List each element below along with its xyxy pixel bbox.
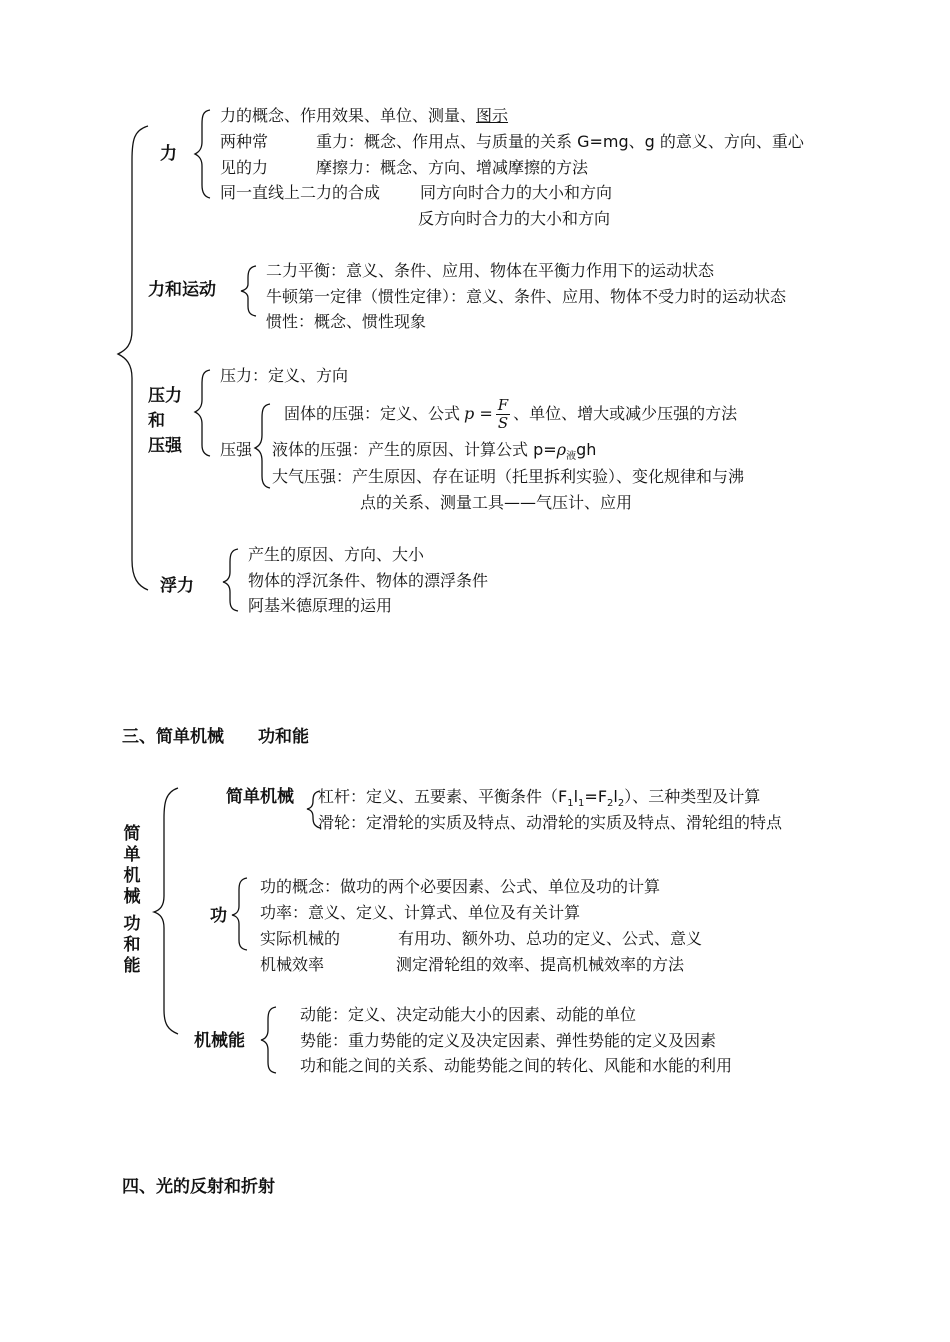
force-line-1-tail: 图示 xyxy=(476,106,509,125)
vertical-char: 简 xyxy=(123,824,141,844)
force-label: 力 xyxy=(160,144,177,164)
force-line-5: 反方向时合力的大小和方向 xyxy=(418,209,611,228)
force-line-2a: 两种常 xyxy=(220,132,269,151)
pressure-liquid-b: gh xyxy=(576,440,597,459)
work-line-3a: 实际机械的 xyxy=(260,929,341,948)
buoyancy-item-1: 产生的原因、方向、大小 xyxy=(248,545,425,564)
motion-brace xyxy=(241,266,256,316)
energy-brace xyxy=(261,1007,276,1073)
work-brace xyxy=(232,878,247,950)
pressure-item-1: 压力：定义、方向 xyxy=(220,366,349,385)
buoyancy-brace xyxy=(223,549,238,611)
vertical-char: 和 xyxy=(123,935,141,955)
lever-tail: ）、三种类型及计算 xyxy=(624,787,761,806)
pressure-solid-a: 固体的压强：定义、公式 xyxy=(284,404,461,423)
pressure-fraction xyxy=(496,397,510,432)
vertical-char: 械 xyxy=(123,887,141,907)
machine-label: 简单机械 xyxy=(226,787,294,807)
section-3-heading: 三、简单机械 功和能 xyxy=(122,727,309,747)
pressure-sub-brace xyxy=(255,404,270,488)
force-line-2b: 重力：概念、作用点、与质量的关系 G=mg、g 的意义、方向、重心 xyxy=(316,132,804,151)
force-brace xyxy=(195,110,210,198)
work-line-3b: 有用功、额外功、总功的定义、公式、意义 xyxy=(398,929,703,948)
force-line-1 xyxy=(220,106,508,126)
motion-item-3: 惯性：概念、惯性现象 xyxy=(266,312,427,331)
motion-label: 力和运动 xyxy=(148,280,216,300)
vertical-label-machine xyxy=(122,824,142,908)
lever-l: l xyxy=(613,787,618,806)
outer-brace xyxy=(118,126,148,590)
pressure-brace xyxy=(195,370,210,456)
pulley-line: 滑轮：定滑轮的实质及特点、动滑轮的实质及特点、滑轮组的特点 xyxy=(318,813,783,832)
vertical-char: 单 xyxy=(123,845,141,865)
motion-item-1: 二力平衡：意义、条件、应用、物体在平衡力作用下的运动状态 xyxy=(266,261,715,280)
force-line-1-main: 力的概念、作用效果、单位、测量、 xyxy=(220,106,477,125)
buoyancy-label: 浮力 xyxy=(160,576,194,596)
vertical-char: 功 xyxy=(123,914,141,934)
force-line-4a: 同一直线上二力的合成 xyxy=(220,183,381,202)
energy-label: 机械能 xyxy=(194,1031,245,1051)
lever-sub: 1 xyxy=(567,798,574,810)
machine-outer-brace xyxy=(154,788,178,1034)
buoyancy-item-3: 阿基米德原理的运用 xyxy=(248,596,393,615)
buoyancy-item-2: 物体的浮沉条件、物体的漂浮条件 xyxy=(248,571,489,590)
lever-eq: =F xyxy=(584,787,608,806)
energy-line-3: 功和能之间的关系、动能势能之间的转化、风能和水能的利用 xyxy=(300,1056,733,1075)
force-line-3b: 摩擦力：概念、方向、增减摩擦的方法 xyxy=(316,158,589,177)
pressure-solid-p: p = xyxy=(464,404,493,423)
pressure-liquid-rho: ρ xyxy=(556,440,567,459)
energy-line-2: 势能：重力势能的定义及决定因素、弹性势能的定义及因素 xyxy=(300,1031,717,1050)
pressure-sub-label: 压强 xyxy=(220,440,253,459)
motion-item-2: 牛顿第一定律（惯性定律）：意义、条件、应用、物体不受力时的运动状态 xyxy=(266,287,787,306)
work-line-4a: 机械效率 xyxy=(260,955,325,974)
vertical-char: 机 xyxy=(123,866,141,886)
pressure-liquid xyxy=(272,440,596,467)
work-label: 功 xyxy=(210,906,227,926)
force-line-4b: 同方向时合力的大小和方向 xyxy=(420,183,613,202)
lever-line xyxy=(318,787,760,814)
vertical-char: 能 xyxy=(123,956,141,976)
work-line-2: 功率：意义、定义、计算式、单位及有关计算 xyxy=(260,903,581,922)
pressure-solid-b: 、单位、增大或减少压强的方法 xyxy=(513,404,738,423)
lever-sub: 2 xyxy=(617,798,625,810)
work-line-4b: 测定滑轮组的效率、提高机械效率的方法 xyxy=(396,955,685,974)
fraction-numerator: F xyxy=(497,396,509,414)
pressure-air-b: 点的关系、测量工具——气压计、应用 xyxy=(360,493,633,512)
work-line-1: 功的概念：做功的两个必要因素、公式、单位及功的计算 xyxy=(260,877,661,896)
lever-text: 杠杆：定义、五要素、平衡条件（F xyxy=(318,787,568,806)
pressure-liquid-sub: 液 xyxy=(566,451,577,463)
pressure-label-1: 压力 xyxy=(148,386,182,406)
lever-sub: 1 xyxy=(578,798,585,810)
force-line-3a: 见的力 xyxy=(220,158,269,177)
lever-l: l xyxy=(573,787,579,806)
vertical-label-energy xyxy=(122,914,142,977)
section-4-heading: 四、光的反射和折射 xyxy=(122,1177,275,1197)
pressure-solid xyxy=(284,396,737,432)
fraction-denominator: S xyxy=(497,414,509,432)
energy-line-1: 动能：定义、决定动能大小的因素、动能的单位 xyxy=(300,1005,637,1024)
pressure-liquid-a: 液体的压强：产生的原因、计算公式 p= xyxy=(272,440,557,459)
pressure-air-a: 大气压强：产生原因、存在证明（托里拆利实验）、变化规律和与沸 xyxy=(272,467,745,486)
lever-sub: 2 xyxy=(607,798,614,810)
pressure-label-2: 和 xyxy=(148,411,165,431)
pressure-label-3: 压强 xyxy=(148,436,182,456)
